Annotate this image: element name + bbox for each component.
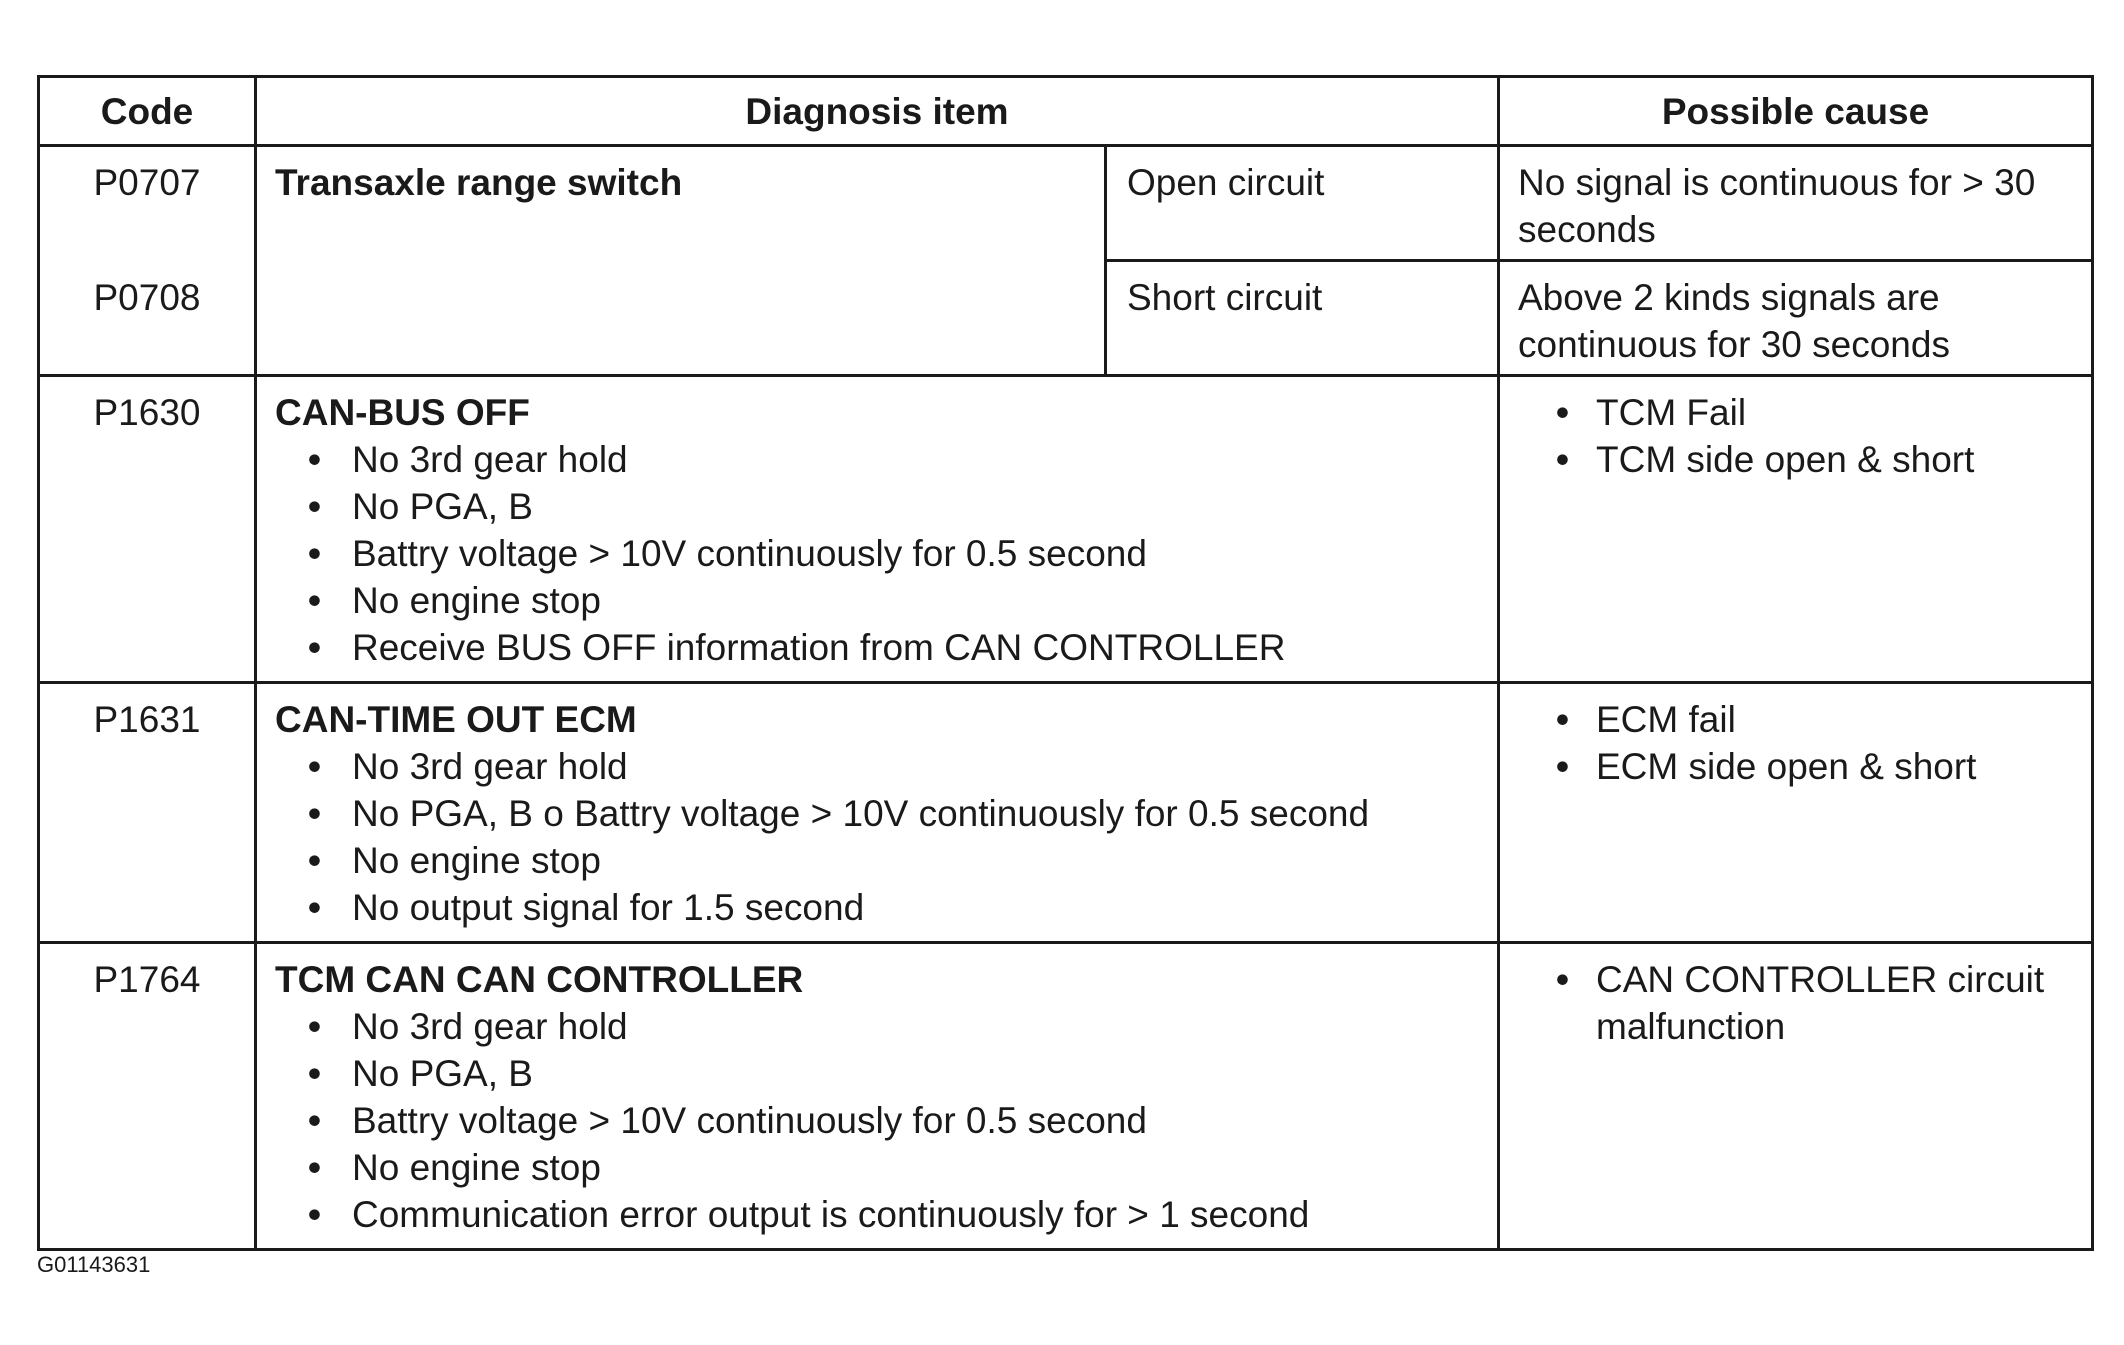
condition-text: Short circuit [1127,277,1323,318]
list-item-text: No 3rd gear hold [352,1006,628,1047]
diagnosis-cell [256,376,1499,683]
list-item [308,1097,1479,1144]
code-value: P0707 [93,162,201,203]
list-item [308,1191,1479,1238]
code-cell [39,683,256,943]
header-cause: Possible cause [1499,77,2093,146]
list-item-text: TCM Fail [1596,392,1747,433]
list-item [1556,743,2073,790]
bullet-icon: • [1556,746,1569,787]
cause-list [1518,696,2073,790]
list-item-text: No 3rd gear hold [352,746,628,787]
list-item-text: No PGA, B [352,1053,533,1094]
list-item-text: Battry voltage > 10V continuously for 0.5 second [352,1100,1147,1141]
diagnosis-cell [256,683,1499,943]
bullet-icon: • [1556,392,1569,433]
list-item-text: No engine stop [352,1147,601,1188]
table-row [39,943,2093,1250]
list-item-text: No engine stop [352,840,601,881]
bullet-icon: • [308,840,321,881]
bullet-icon: • [308,580,321,621]
diagnosis-cell [256,146,1106,376]
list-item-text: Communication error output is continuously for > 1 second [352,1194,1310,1235]
bullet-icon: • [1556,959,1569,1000]
bullet-icon: • [1556,699,1569,740]
bullet-icon: • [308,1053,321,1094]
header-code: Code [39,77,256,146]
list-item [308,837,1479,884]
list-item [1556,389,2073,436]
list-item-text: No 3rd gear hold [352,439,628,480]
cause-cell [1499,261,2093,376]
list-item [308,884,1479,931]
list-item-text: Receive BUS OFF information from CAN CONTROLLER [352,627,1286,668]
bullet-icon: • [308,1100,321,1141]
code-value: P1764 [93,959,201,1000]
code-value: P0708 [93,277,201,318]
list-item [308,624,1479,671]
dtc-table [37,75,2094,1251]
code-cell [39,146,256,376]
diagnosis-title: CAN-TIME OUT ECM [275,699,637,740]
cause-list [1518,389,2073,483]
bullet-icon: • [308,793,321,834]
condition-list [275,436,1479,671]
cause-text: Above 2 kinds signals are continuous for 30 seconds [1518,277,1950,365]
diagnosis-title: CAN-BUS OFF [275,392,530,433]
list-item [308,1050,1479,1097]
list-item [308,483,1479,530]
bullet-icon: • [308,627,321,668]
bullet-icon: • [1556,439,1569,480]
cause-cell [1499,943,2093,1250]
bullet-icon: • [308,533,321,574]
code-cell [39,376,256,683]
list-item-text: No engine stop [352,580,601,621]
list-item [1556,696,2073,743]
list-item-text: CAN CONTROLLER circuit malfunction [1596,959,2045,1047]
code-cell [39,943,256,1250]
list-item-text: TCM side open & short [1596,439,1975,480]
bullet-icon: • [308,1194,321,1235]
diagnosis-cell [256,943,1499,1250]
list-item [1556,956,2073,1050]
cause-cell [1499,376,2093,683]
code-value: P1630 [93,392,201,433]
list-item-text: No PGA, B o Battry voltage > 10V continuously for 0.5 second [352,793,1370,834]
list-item [308,743,1479,790]
condition-list [275,743,1479,931]
code-value: P1631 [93,699,201,740]
table-row [39,683,2093,943]
condition-text: Open circuit [1127,162,1325,203]
bullet-icon: • [308,746,321,787]
bullet-icon: • [308,887,321,928]
cause-text: No signal is continuous for > 30 seconds [1518,162,2036,250]
list-item-text: Battry voltage > 10V continuously for 0.5 second [352,533,1147,574]
list-item [308,790,1479,837]
condition-list [275,1003,1479,1238]
diagnosis-title: TCM CAN CAN CONTROLLER [275,959,804,1000]
list-item [1556,436,2073,483]
list-item-text: ECM side open & short [1596,746,1977,787]
list-item [308,436,1479,483]
table-row [39,146,2093,261]
table-row [39,376,2093,683]
condition-cell [1106,261,1499,376]
list-item [308,577,1479,624]
list-item [308,1003,1479,1050]
header-diagnosis: Diagnosis item [256,77,1499,146]
header-row [39,77,2093,146]
list-item-text: No output signal for 1.5 second [352,887,865,928]
cause-cell [1499,146,2093,261]
diagnosis-title: Transaxle range switch [275,162,683,203]
cause-cell [1499,683,2093,943]
bullet-icon: • [308,439,321,480]
list-item-text: ECM fail [1596,699,1736,740]
cause-list [1518,956,2073,1050]
bullet-icon: • [308,1147,321,1188]
condition-cell [1106,146,1499,261]
figure-id: G01143631 [37,1252,151,1277]
list-item [308,530,1479,577]
list-item [308,1144,1479,1191]
bullet-icon: • [308,1006,321,1047]
bullet-icon: • [308,486,321,527]
list-item-text: No PGA, B [352,486,533,527]
